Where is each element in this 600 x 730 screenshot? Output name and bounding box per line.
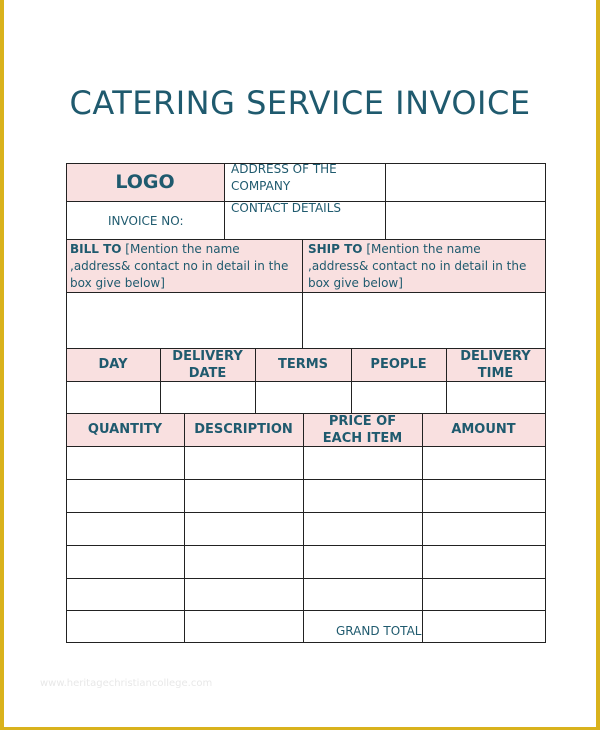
people-header: PEOPLE <box>370 357 427 372</box>
ship-to-block <box>308 241 542 292</box>
day-header: DAY <box>98 357 128 372</box>
price-each-item-header: PRICE OF EACH ITEM <box>322 413 403 446</box>
rule <box>184 413 185 643</box>
rule <box>66 239 545 240</box>
rule <box>385 163 386 239</box>
description-header: DESCRIPTION <box>194 422 293 437</box>
delivery-date-header: DELIVERY DATE <box>172 348 243 381</box>
terms-header: TERMS <box>277 357 329 372</box>
rule <box>422 413 423 643</box>
rule <box>545 163 546 643</box>
rule <box>66 578 545 579</box>
bill-to-instructions: [Mention the name ,address& contact no in detail in the box give below] <box>70 242 289 290</box>
rule <box>303 413 304 643</box>
bill-to-label: BILL TO <box>70 242 122 256</box>
rule <box>66 512 545 513</box>
company-address-label: ADDRESS OF THE COMPANY <box>231 162 337 193</box>
rule <box>66 642 546 643</box>
bill-to-block <box>70 241 300 292</box>
amount-header: AMOUNT <box>451 422 516 437</box>
rule <box>66 545 545 546</box>
delivery-time-header: DELIVERY TIME <box>460 348 531 381</box>
invoice-no-label: INVOICE NO: <box>108 214 184 228</box>
contact-details-label: CONTACT DETAILS <box>231 201 341 215</box>
ship-to-label: SHIP TO <box>308 242 363 256</box>
grand-total-label: GRAND TOTAL <box>336 624 422 638</box>
invoice-title: CATERING SERVICE INVOICE <box>69 84 531 122</box>
ship-to-instructions: [Mention the name ,address& contact no in detail in the box give below] <box>308 242 527 290</box>
rule <box>66 610 545 611</box>
rule <box>224 163 225 239</box>
rule <box>66 292 545 293</box>
rule <box>302 239 303 348</box>
rule <box>66 479 545 480</box>
watermark: www.heritagechristiancollege.com <box>40 678 213 689</box>
rule <box>66 163 67 643</box>
logo-placeholder: LOGO <box>115 170 175 193</box>
quantity-header: QUANTITY <box>87 422 163 437</box>
rule <box>66 446 545 447</box>
